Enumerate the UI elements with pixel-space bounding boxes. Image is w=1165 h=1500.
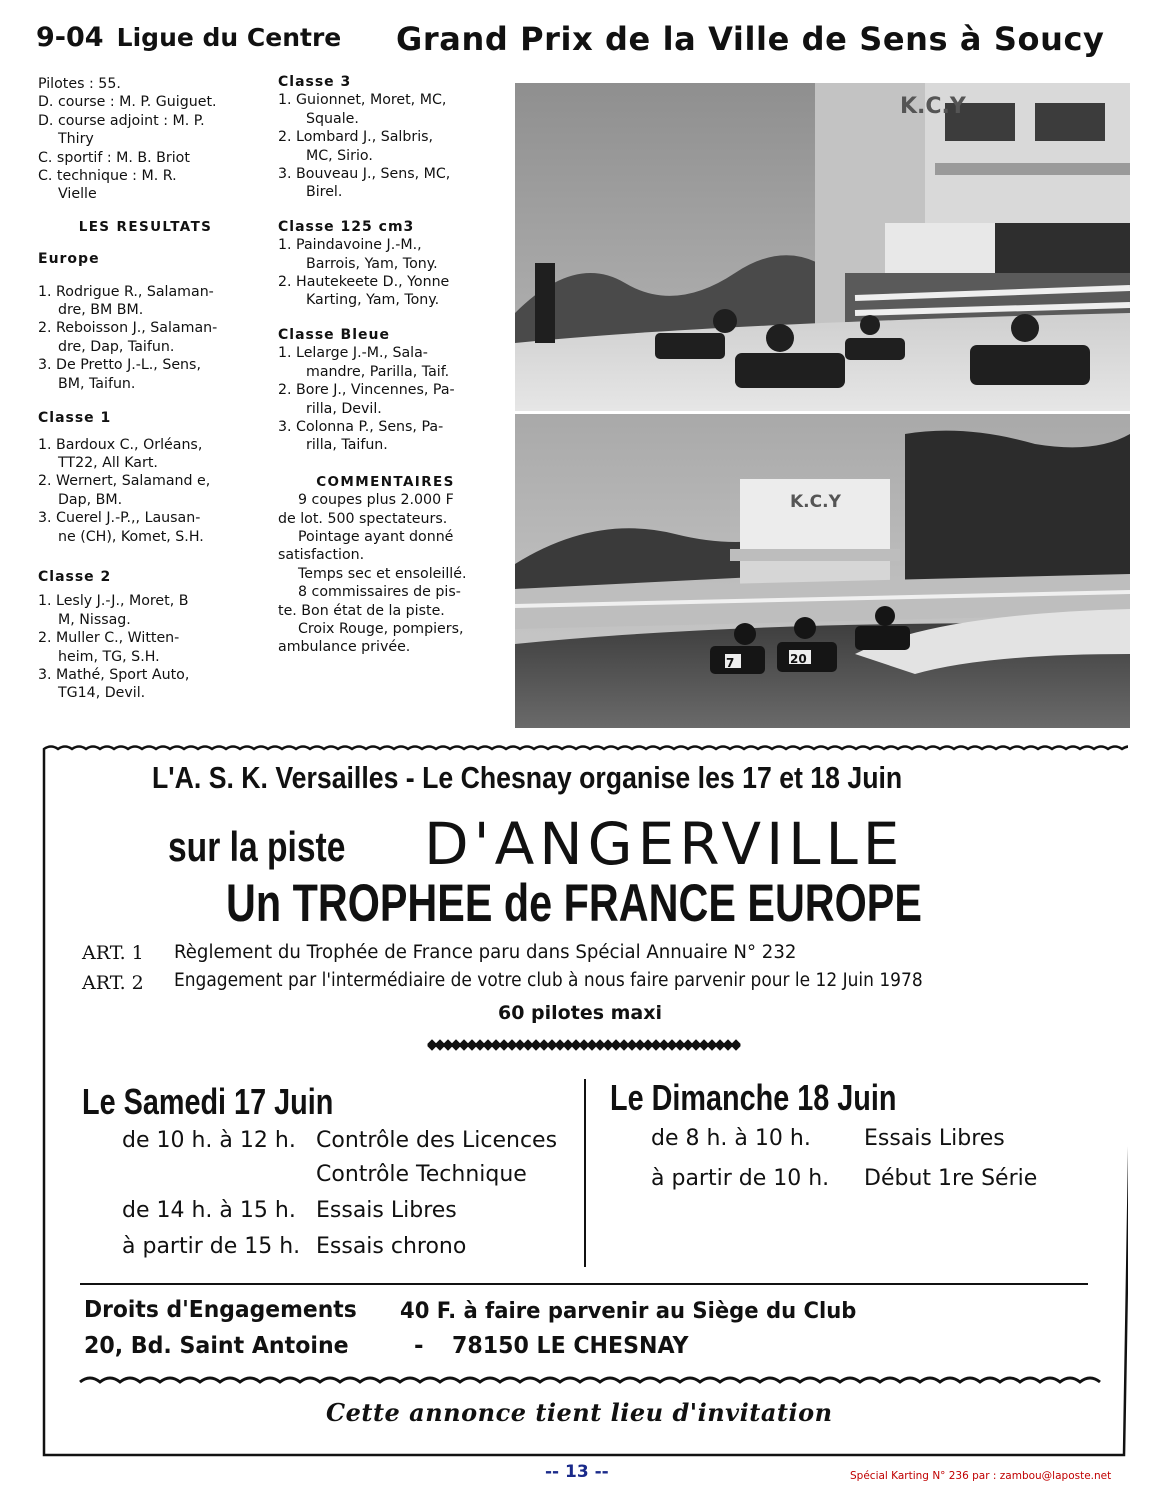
- category-heading-europe: Europe: [38, 251, 100, 268]
- schedule-event: Contrôle Technique: [316, 1162, 527, 1187]
- schedule-event: Essais Libres: [864, 1126, 1005, 1151]
- results-column-2: [278, 73, 493, 657]
- result-line: 3. Colonna P., Sens, Pa-: [278, 418, 444, 435]
- result-line: 2. Reboisson J., Salaman-: [38, 320, 218, 337]
- result-line: 3. De Pretto J.-L., Sens,: [38, 357, 201, 374]
- schedule-event: Essais chrono: [316, 1234, 467, 1259]
- result-line: dre, Dap, Taifun.: [58, 338, 175, 355]
- result-line: 3. Cuerel J.-P.,, Lausan-: [38, 510, 201, 527]
- comment-line: Temps sec et ensoleillé.: [298, 565, 467, 582]
- result-line: rilla, Devil.: [306, 400, 382, 417]
- result-line: Squale.: [306, 110, 359, 127]
- league-name: Ligue du Centre: [116, 23, 342, 52]
- results-heading: LES RESULTATS: [78, 218, 213, 235]
- result-line: Karting, Yam, Tony.: [306, 292, 440, 309]
- category-heading-classe3: Classe 3: [278, 74, 352, 90]
- officials-line: Pilotes : 55.: [38, 76, 121, 92]
- event-advertisement: [40, 737, 1128, 1459]
- invitation-note: Cette annonce tient lieu d'invitation: [326, 1398, 833, 1427]
- result-line: 1. Lelarge J.-M., Sala-: [278, 345, 428, 362]
- result-line: 2. Lombard J., Salbris,: [278, 129, 434, 146]
- officials-line: C. sportif : M. B. Briot: [38, 149, 190, 166]
- category-heading-classe125: Classe 125 cm3: [278, 218, 415, 235]
- page-header: [36, 22, 1136, 66]
- max-pilots: 60 pilotes maxi: [498, 1002, 663, 1024]
- result-line: 2. Muller C., Witten-: [38, 630, 180, 647]
- organizer-line: L'A. S. K. Versailles - Le Chesnay organise les 17 et 18 Juin: [152, 760, 903, 795]
- fees-details: 40 F. à faire parvenir au Siège du Club: [400, 1299, 857, 1324]
- result-line: dre, BM BM.: [58, 302, 144, 319]
- comment-line: te. Bon état de la piste.: [278, 602, 445, 619]
- officials-line: Vielle: [58, 186, 97, 203]
- comment-line: ambulance privée.: [278, 639, 411, 656]
- schedule-time: à partir de 10 h.: [651, 1166, 830, 1191]
- race-photo-top: [515, 83, 1130, 411]
- result-line: 2. Bore J., Vincennes, Pa-: [278, 382, 455, 399]
- article-2-text: Engagement par l'intermédiaire de votre club à nous faire parvenir pour le 12 Juin 1978: [174, 970, 923, 991]
- schedule-event: Début 1re Série: [864, 1166, 1038, 1191]
- schedule-event: Contrôle des Licences: [316, 1128, 558, 1153]
- schedule-event: Essais Libres: [316, 1198, 457, 1223]
- result-line: M, Nissag.: [58, 611, 131, 628]
- race-photo-bottom: [515, 414, 1130, 728]
- officials-line: D. course adjoint : M. P.: [38, 112, 205, 129]
- page-number: -- 13 --: [545, 1462, 609, 1482]
- result-line: 1. Rodrigue R., Salaman-: [38, 283, 214, 300]
- comments-heading: COMMENTAIRES: [316, 473, 455, 490]
- saturday-title: Le Samedi 17 Juin: [82, 1081, 334, 1122]
- result-line: BM, Taifun.: [58, 375, 136, 392]
- result-line: 3. Bouveau J., Sens, MC,: [278, 166, 451, 183]
- event-title: Grand Prix de la Ville de Sens à Soucy: [396, 20, 1105, 58]
- results-column-1: [38, 75, 253, 703]
- result-line: 2. Wernert, Salamand e,: [38, 473, 211, 490]
- race-code: 9-04: [36, 22, 104, 53]
- schedule-time: de 10 h. à 12 h.: [122, 1128, 296, 1153]
- sunday-title: Le Dimanche 18 Juin: [610, 1077, 897, 1118]
- result-line: 1. Paindavoine J.-M.,: [278, 237, 422, 254]
- kart-number: 7: [726, 656, 735, 670]
- category-heading-classe2: Classe 2: [38, 568, 112, 585]
- trophy-title: Un TROPHEE de FRANCE EUROPE: [226, 874, 922, 933]
- result-line: 1. Guionnet, Moret, MC,: [278, 92, 447, 109]
- result-line: ne (CH), Komet, S.H.: [58, 528, 204, 545]
- article-1-label: ART. 1: [82, 942, 144, 964]
- fees-label: Droits d'Engagements: [84, 1297, 357, 1323]
- schedule-time: de 14 h. à 15 h.: [122, 1198, 296, 1223]
- comment-line: Pointage ayant donné: [298, 528, 454, 545]
- comment-line: 9 coupes plus 2.000 F: [298, 492, 454, 509]
- comment-line: de lot. 500 spectateurs.: [278, 510, 448, 527]
- result-line: Dap, BM.: [58, 491, 123, 508]
- result-line: 2. Hautekeete D., Yonne: [278, 274, 450, 291]
- result-line: 3. Mathé, Sport Auto,: [38, 666, 190, 683]
- club-street: 20, Bd. Saint Antoine: [84, 1333, 349, 1359]
- article-2-label: ART. 2: [82, 972, 144, 994]
- result-line: TG14, Devil.: [58, 685, 146, 702]
- result-line: heim, TG, S.H.: [58, 648, 160, 665]
- track-prefix: sur la piste: [168, 823, 346, 870]
- result-line: TT22, All Kart.: [58, 454, 158, 471]
- result-line: 1. Lesly J.-J., Moret, B: [38, 593, 189, 610]
- result-line: MC, Sirio.: [306, 147, 373, 164]
- schedule-time: de 8 h. à 10 h.: [651, 1126, 811, 1151]
- officials-line: D. course : M. P. Guiguet.: [38, 94, 217, 111]
- result-line: mandre, Parilla, Taif.: [306, 363, 450, 380]
- scan-credit: Spécial Karting N° 236 par : zambou@laposte.net: [850, 1470, 1112, 1482]
- track-name: D'ANGERVILLE: [424, 810, 905, 878]
- kart-number: 20: [790, 652, 807, 666]
- photo-sign-text: K.C.Y: [900, 94, 966, 119]
- comment-line: 8 commissaires de pis-: [298, 584, 461, 601]
- result-line: Barrois, Yam, Tony.: [306, 255, 438, 272]
- result-line: 1. Bardoux C., Orléans,: [38, 436, 203, 453]
- category-heading-classe1: Classe 1: [38, 410, 112, 427]
- photo-sign-text: K.C.Y: [790, 492, 841, 512]
- comment-line: satisfaction.: [278, 547, 365, 564]
- category-heading-classebleue: Classe Bleue: [278, 326, 390, 343]
- officials-line: Thiry: [58, 131, 94, 148]
- article-1-text: Règlement du Trophée de France paru dans Spécial Annuaire N° 232: [174, 942, 797, 963]
- result-line: Birel.: [306, 184, 343, 201]
- schedule-time: à partir de 15 h.: [122, 1234, 301, 1259]
- comment-line: Croix Rouge, pompiers,: [298, 620, 464, 637]
- officials-line: C. technique : M. R.: [38, 168, 177, 185]
- address-separator: -: [414, 1333, 424, 1359]
- club-city: 78150 LE CHESNAY: [452, 1333, 689, 1359]
- result-line: rilla, Taifun.: [306, 437, 388, 454]
